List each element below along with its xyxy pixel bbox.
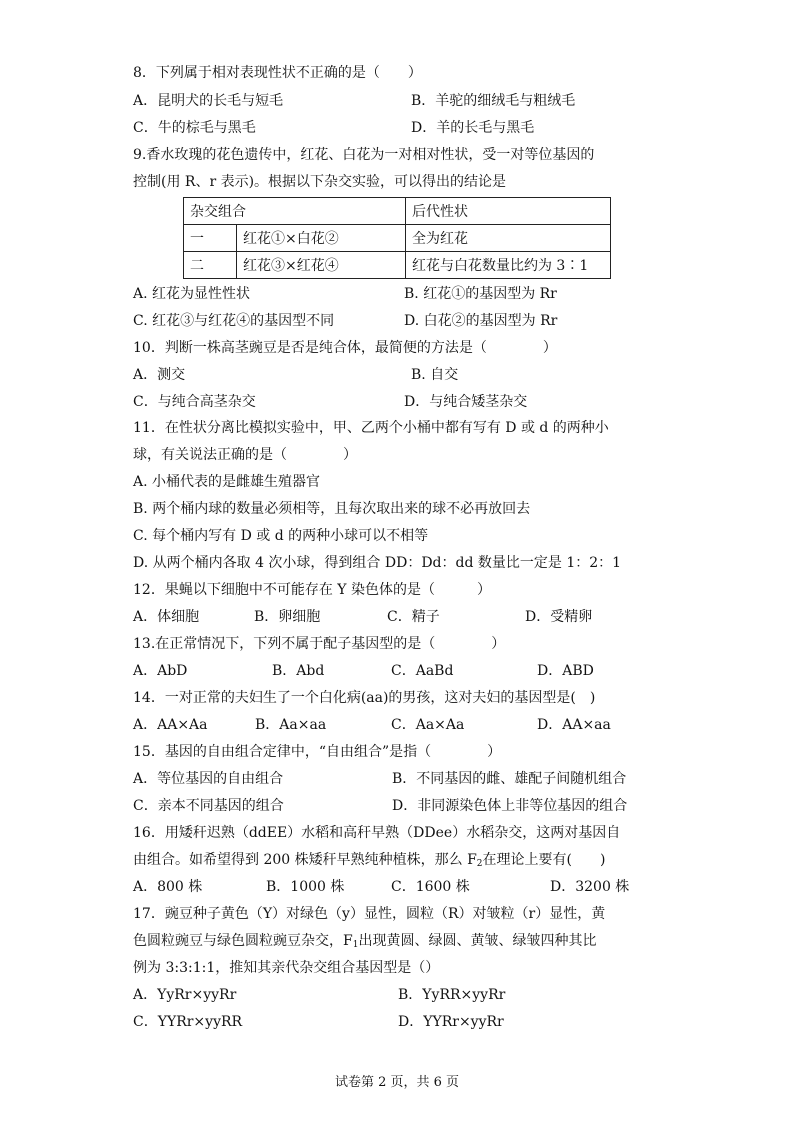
q13-option-c: C．AaBd (391, 663, 454, 679)
q11-option-a: A. 小桶代表的是雌雄生殖器官 (133, 474, 321, 490)
table-cell: 红花与白花数量比约为 3∶1 (405, 252, 610, 279)
q13-stem: 13.在正常情况下，下列不属于配子基因型的是（ ） (133, 636, 506, 652)
q13-option-a: A．AbD (133, 663, 188, 679)
q12-stem: 12．果蝇以下细胞中不可能存在 Y 染色体的是（ ） (133, 582, 491, 598)
q17-stem-line3: 例为 3:3:1:1，推知其亲代杂交组合基因型是（） (133, 960, 440, 976)
q13-option-b: B．Abd (272, 663, 325, 679)
q12-option-a: A．体细胞 (133, 609, 200, 625)
q14-stem: 14．一对正常的夫妇生了一个白化病(aa)的男孩，这对夫妇的基因型是( ) (133, 690, 596, 706)
q15-option-a: A．等位基因的自由组合 (133, 771, 284, 787)
table-header-cell: 杂交组合 (184, 198, 406, 225)
q16-option-c: C．1600 株 (391, 879, 470, 895)
q16-stem-line1: 16．用矮秆迟熟（ddEE）水稻和高秆早熟（DDee）水稻杂交，这两对基因自 (133, 825, 621, 841)
q17-option-c: C．YYRr×yyRR (133, 1014, 243, 1030)
table-header-row (184, 198, 611, 225)
q8-stem: 8．下列属于相对表现性状不正确的是（ ） (133, 65, 422, 81)
q14-option-d: D．AA×aa (537, 717, 611, 733)
q9-stem-line1: 9.香水玫瑰的花色遗传中，红花、白花为一对相对性状，受一对等位基因的 (133, 147, 595, 163)
table-header-cell: 后代性状 (405, 198, 610, 225)
q16-option-d: D．3200 株 (550, 879, 630, 895)
q9-option-c: C. 红花③与红花④的基因型不同 (133, 313, 335, 329)
q14-option-a: A．AA×Aa (133, 717, 208, 733)
q12-option-d: D．受精卵 (525, 609, 593, 625)
q11-option-b: B. 两个桶内球的数量必须相等，且每次取出来的球不必再放回去 (133, 501, 531, 517)
q15-option-b: B．不同基因的雌、雄配子间随机组合 (392, 771, 627, 787)
q15-option-d: D．非同源染色体上非等位基因的组合 (392, 798, 628, 814)
page-footer: 试卷第 2 页，共 6 页 (334, 1075, 460, 1090)
q17-stem-line1: 17．豌豆种子黄色（Y）对绿色（y）显性，圆粒（R）对皱粒（r）显性，黄 (133, 906, 606, 922)
q16-stem-text: 由组合。如希望得到 200 株矮秆早熟纯种植株，那么 F (133, 852, 477, 868)
q8-option-a: A．昆明犬的长毛与短毛 (133, 93, 284, 109)
q8-option-d: D．羊的长毛与黑毛 (411, 120, 535, 136)
q14-option-c: C．Aa×Aa (391, 717, 465, 733)
q11-stem-line1: 11．在性状分离比模拟实验中，甲、乙两个小桶中都有写有 D 或 d 的两种小 (133, 420, 609, 436)
q9-option-b: B. 红花①的基因型为 Rr (404, 286, 557, 302)
q17-option-d: D．YYRr×yyRr (398, 1014, 504, 1030)
table-cell: 二 (184, 252, 237, 279)
q14-option-b: B．Aa×aa (255, 717, 327, 733)
table-cell: 一 (184, 225, 237, 252)
q11-option-c: C. 每个桶内写有 D 或 d 的两种小球可以不相等 (133, 528, 429, 544)
table-cell: 全为红花 (405, 225, 610, 252)
table-row (184, 252, 611, 279)
table-row (184, 225, 611, 252)
q8-option-c: C．牛的棕毛与黑毛 (133, 120, 256, 136)
cross-table (183, 197, 611, 279)
q17-stem-text: 色圆粒豌豆与绿色圆粒豌豆杂交，F (133, 933, 353, 949)
q9-option-a: A. 红花为显性性状 (133, 286, 251, 302)
q10-option-d: D．与纯合矮茎杂交 (404, 394, 528, 410)
q17-subscript: 1 (352, 940, 359, 950)
q10-stem: 10．判断一株高茎豌豆是否是纯合体，最简便的方法是（ ） (133, 340, 557, 356)
q16-subscript: 2 (476, 859, 483, 869)
q17-option-b: B．YyRR×yyRr (398, 987, 506, 1003)
q11-option-d: D. 从两个桶内各取 4 次小球，得到组合 DD：Dd：dd 数量比一定是 1：2：1 (133, 555, 622, 571)
table-cell: 红花③×红花④ (237, 252, 406, 279)
q16-option-b: B．1000 株 (266, 879, 345, 895)
q17-stem-text-end: 出现黄圆、绿圆、黄皱、绿皱四种其比 (358, 933, 597, 949)
table-cell: 红花①×白花② (237, 225, 406, 252)
q11-stem-line2: 球，有关说法正确的是（ ） (133, 447, 357, 463)
q16-stem-text-end: 在理论上要有( ) (482, 852, 606, 868)
q15-option-c: C．亲本不同基因的组合 (133, 798, 284, 814)
q16-option-a: A．800 株 (133, 879, 203, 895)
q15-stem: 15．基因的自由组合定律中，“自由组合”是指（ ） (133, 744, 502, 760)
q10-option-b: B. 自交 (411, 367, 459, 383)
q9-stem-line2: 控制(用 R、r 表示)。根据以下杂交实验，可以得出的结论是 (133, 174, 507, 190)
q13-option-d: D．ABD (537, 663, 594, 679)
q9-option-d: D. 白花②的基因型为 Rr (404, 313, 558, 329)
q17-stem-line2 (133, 931, 596, 951)
q8-option-b: B．羊驼的细绒毛与粗绒毛 (411, 93, 576, 109)
q10-option-c: C．与纯合高茎杂交 (133, 394, 256, 410)
q12-option-b: B．卵细胞 (254, 609, 321, 625)
q10-option-a: A．测交 (133, 367, 186, 383)
q17-option-a: A．YyRr×yyRr (133, 987, 237, 1003)
q12-option-c: C．精子 (387, 609, 440, 625)
q16-stem-line2 (133, 850, 605, 870)
